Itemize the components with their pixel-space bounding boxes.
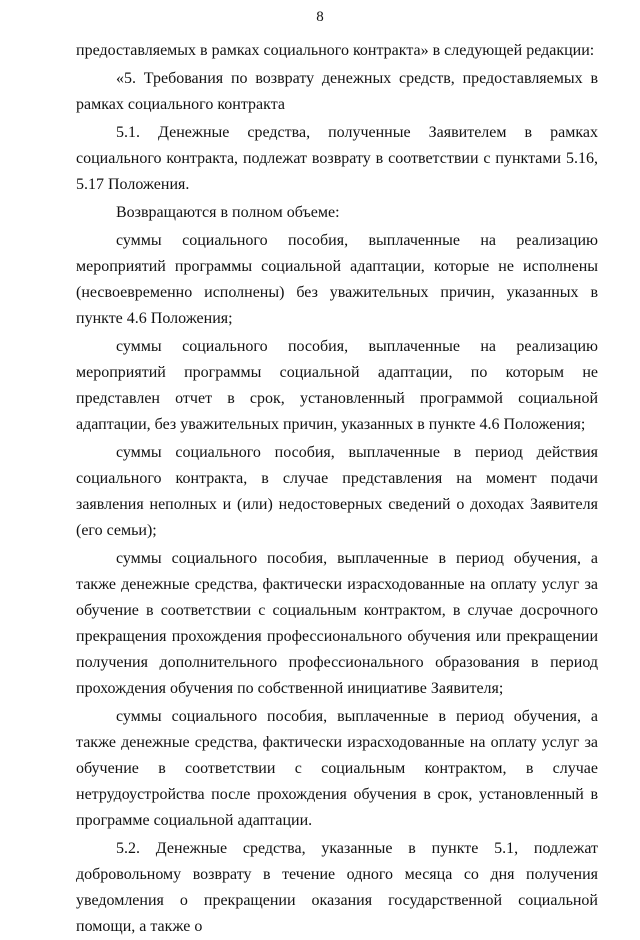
paragraph-item-5: суммы социального пособия, выплаченные в период обучения, а также денежные средства, фактически израсходованные на оплату услуг за обучение в соответствии с социальным контрактом, в случае нетрудоустройства после прохождения обучения в срок, установленный в программе социальной адаптации. xyxy=(76,708,598,829)
paragraph-item-2: суммы социального пособия, выплаченные на реализацию мероприятий программы социальной адаптации, по которым не представлен отчет в срок, установленный программой социальной адаптации, без уважительных причин, указанных в пункте 4.6 Положения; xyxy=(76,338,598,433)
paragraph-continuation: предоставляемых в рамках социального контракта» в следующей редакции: xyxy=(76,42,595,59)
paragraph-returned-in-full: Возвращаются в полном объеме: xyxy=(116,204,340,221)
page-number: 8 xyxy=(316,9,324,25)
paragraph-item-4: суммы социального пособия, выплаченные в период обучения, а также денежные средства, фактически израсходованные на оплату услуг за обучение в соответствии с социальным контрактом, в случае досрочного прекращения прохождения профессионального обучения или прекращении получения дополнительного профессионального образования в период прохождения обучения по собственной инициативе Заявителя; xyxy=(76,550,598,697)
paragraph-5-1: 5.1. Денежные средства, полученные Заявителем в рамках социального контракта, подлежат возврату в соответствии с пунктами 5.16, 5.17 Положения. xyxy=(76,124,598,193)
paragraph-section-5-heading: «5. Требования по возврату денежных средств, предоставляемых в рамках социального контракта xyxy=(76,70,598,113)
paragraph-5-2: 5.2. Денежные средства, указанные в пункте 5.1, подлежат добровольному возврату в течение одного месяца со дня получения уведомления о прекращении оказания государственной социальной помощи, а также о xyxy=(76,840,598,935)
paragraph-item-1: суммы социального пособия, выплаченные на реализацию мероприятий программы социальной адаптации, которые не исполнены (несвоевременно исполнены) без уважительных причин, указанных в пункте 4.6 Положения; xyxy=(76,232,598,327)
paragraph-item-3: суммы социального пособия, выплаченные в период действия социального контракта, в случае представления на момент подачи заявления неполных и (или) недостоверных сведений о доходах Заявителя (его семьи); xyxy=(76,444,598,539)
document-body xyxy=(76,38,598,940)
